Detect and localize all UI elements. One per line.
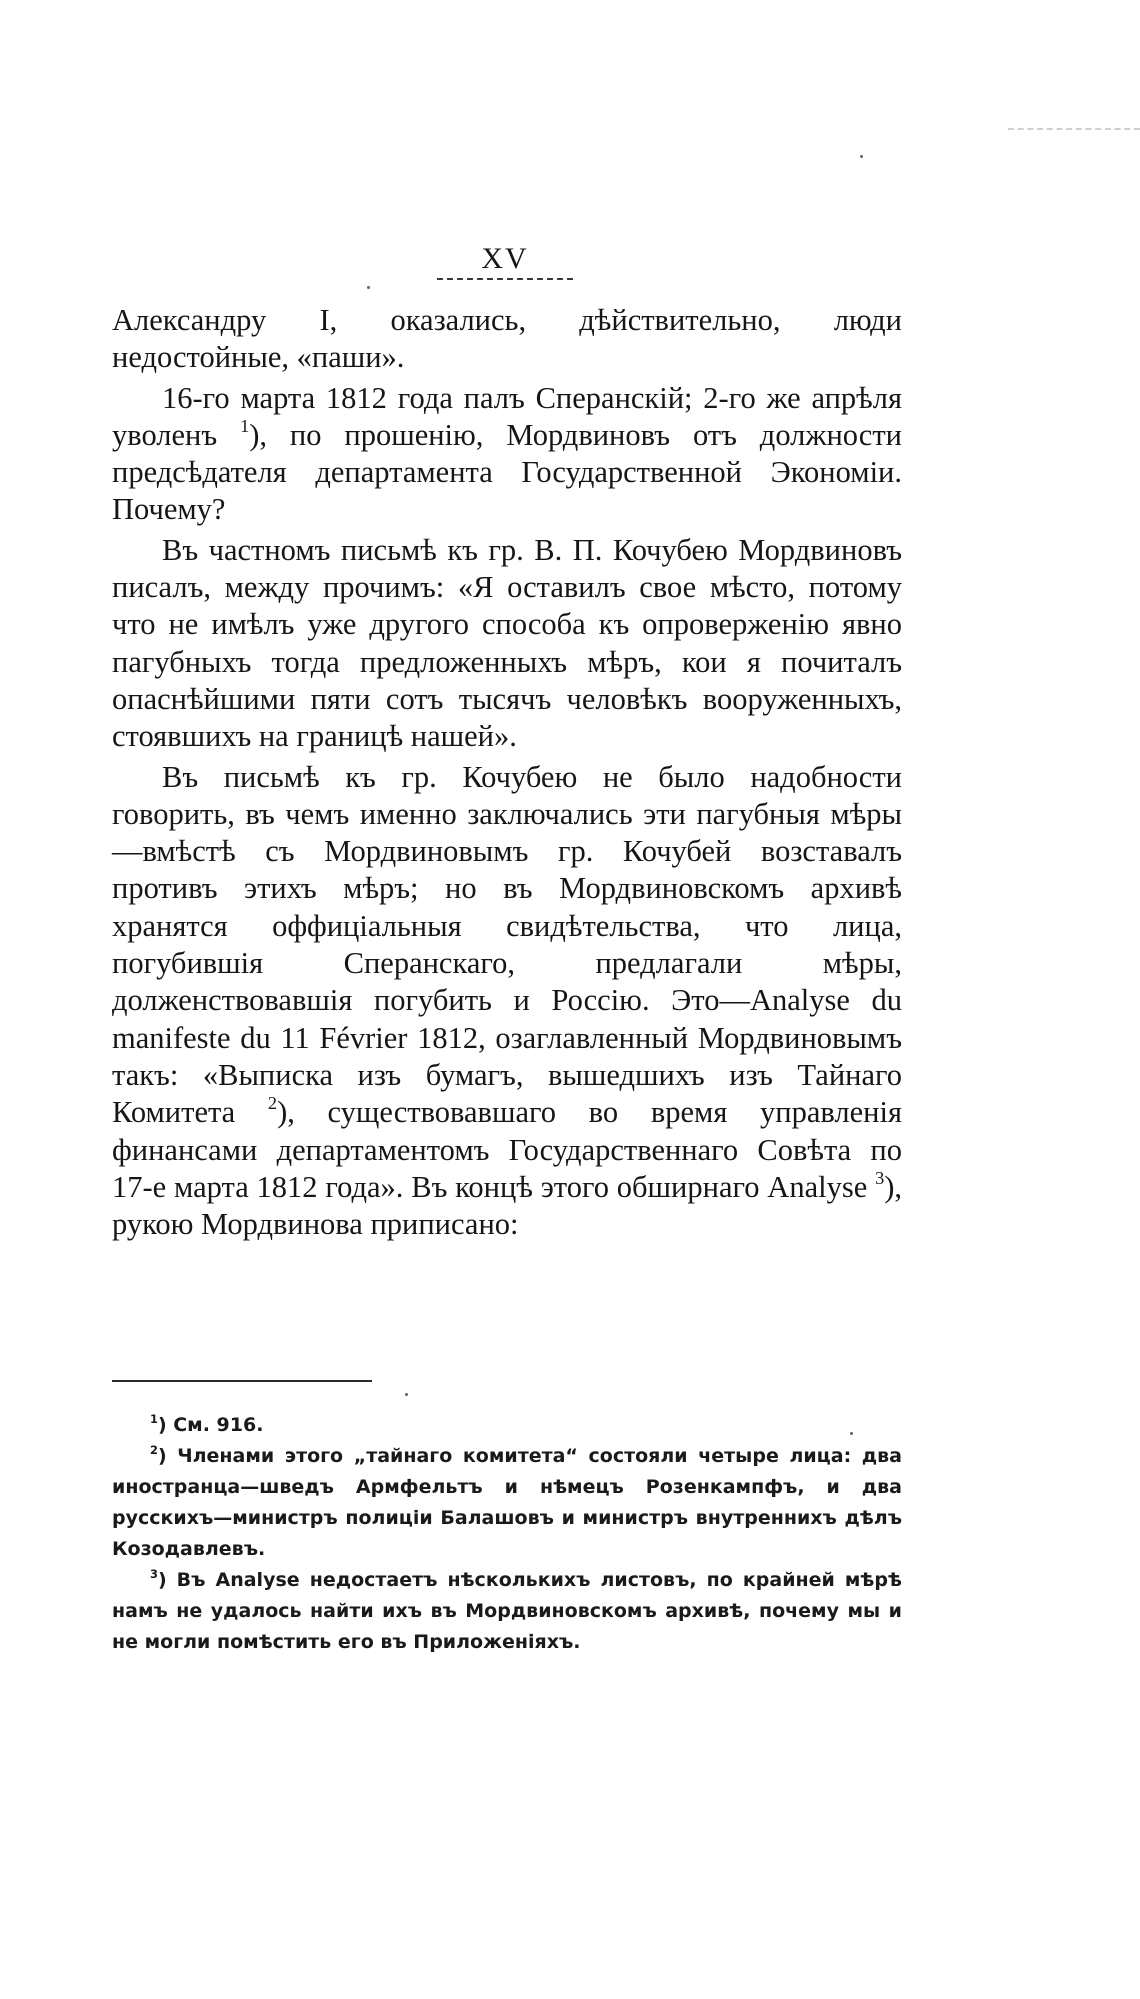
text-run: Въ письмѣ къ гр. Кочубею не было надобности говорить, въ чемъ именно заключались эти пагубныя мѣры—вмѣстѣ съ Мордвиновымъ гр. Кочубей возставалъ противъ этихъ мѣръ; но въ Мордвиновскомъ архивѣ хранятся оффиціальныя свидѣтельства, что лица, погубившія Сперанскаго, предлагали мѣры, долженствовавшія погубить и Россію. Это—Analyse du manifeste du 11 Février 1812, озаглавленный Мордвиновымъ такъ: «Выписка изъ бумагъ, вышедшихъ изъ Тайнаго Комитета xyxy=(112,759,902,1130)
text-run: 16-го марта 1812 года палъ Сперанскій; 2-го же апрѣля уволенъ xyxy=(112,380,902,452)
page-number-rule xyxy=(437,278,573,280)
footnotes xyxy=(112,1410,902,1658)
footnote xyxy=(112,1565,902,1658)
scan-speck xyxy=(367,286,370,289)
text-run: ), существовавшаго во время управленія финансами департаментомъ Государственнаго Совѣта по 17-е марта 1812 года». Въ концѣ этого обширнаго Analyse xyxy=(112,1095,902,1204)
footnote-marker: 1 xyxy=(150,1412,158,1427)
paragraph xyxy=(112,302,902,377)
main-text xyxy=(112,302,902,1243)
footnote-separator xyxy=(112,1380,372,1382)
footnote-text: ) Въ Analyse недостаетъ нѣсколькихъ листовъ, по крайней мѣрѣ намъ не удалось найти ихъ въ Мордвиновскомъ архивѣ, почему мы и не могли помѣстить его въ Приложеніяхъ. xyxy=(112,1569,902,1653)
footnote-marker: 3 xyxy=(150,1567,158,1582)
paragraph xyxy=(112,759,902,1244)
text-run: ), по прошенію, Мордвиновъ отъ должности предсѣдателя департамента Государственной Экономіи. Почему? xyxy=(112,417,902,527)
footnote-ref-2: 2 xyxy=(267,1093,278,1114)
footnote-text: ) Членами этого „тайнаго комитета“ состояли четыре лица: два иностранца—шведъ Армфельтъ и нѣмецъ Розенкампфъ, и два русскихъ—министръ полиціи Балашовъ и министръ внутреннихъ дѣлъ Козодавлевъ. xyxy=(112,1445,902,1560)
footnote-ref-1: 1 xyxy=(240,416,250,437)
scan-speck xyxy=(860,155,863,158)
scan-speck xyxy=(405,1393,408,1396)
footnote xyxy=(112,1441,902,1565)
footnote-ref-3: 3 xyxy=(875,1168,885,1189)
paragraph xyxy=(112,380,902,529)
page-number: XV xyxy=(481,242,529,275)
paragraph xyxy=(112,532,902,756)
scan-edge-artifact xyxy=(1008,128,1140,130)
footnote xyxy=(112,1410,902,1441)
footnote-text: ) См. 916. xyxy=(157,1414,264,1436)
text-run: Въ частномъ письмѣ къ гр. В. П. Кочубею Мордвиновъ писалъ, между прочимъ: «Я оставилъ свое мѣсто, потому что не имѣлъ уже другого способа къ опроверженію явно пагубныхъ тогда предложенныхъ мѣръ, кои я почиталъ опаснѣйшими пяти сотъ тысячъ человѣкъ вооруженныхъ, стоявшихъ на границѣ нашей». xyxy=(112,532,902,754)
footnote-marker: 2 xyxy=(150,1443,158,1458)
text-run: Александру I, оказались, дѣйствительно, люди недостойные, «паши». xyxy=(112,303,902,375)
text-run: ), рукою Мордвинова приписано: xyxy=(112,1169,902,1242)
